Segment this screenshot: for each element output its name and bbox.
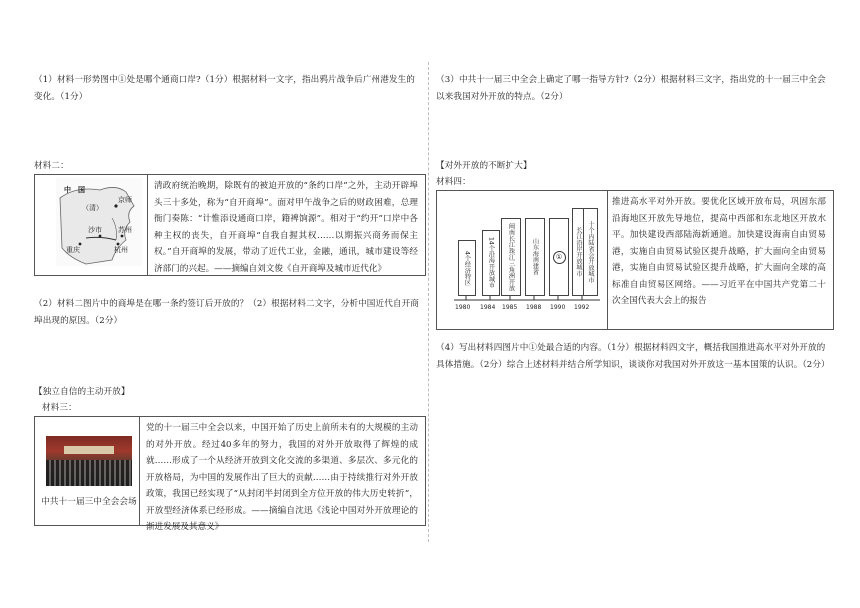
timeline-box-1992b: 十个内陆省会开放城市 [583,208,598,296]
timeline-box-1980: 4个经济特区 [458,240,476,296]
material-2-divider [147,175,148,275]
opening-timeline [452,202,602,322]
map-title: 中 国 [64,186,85,194]
meeting-photo [46,436,132,486]
question-4: （4）写出材料四图片中①处最合适的内容。（1分）根据材料四文字，概括我国推进高水平对外开放的具体措施。（2分）综合上述材料并结合所学知识，谈谈你对我国对外开放这一基本国策的认识。（2分） [436,343,830,370]
column-divider [428,62,429,542]
year-1980: 1980 [455,304,471,311]
section-heading-3: 【对外开放的不断扩大】 [436,161,532,171]
question-3: （3）中共十一届三中全会上确定了哪一指导方针?（2分）根据材料三文字，指出党的十一届三中全会以来我国对外开放的特点。（2分） [436,75,826,102]
material-4-text: 推进高水平对外开放。要优化区域开放布局，巩固东部沿海地区开放先导地位，提高中西部和东北地区开放水平。加快建设西部陆海新通道。加快建设海南自由贸易港，实施自由贸易试验区提升战略，扩大面向全由贸易港，实施自由贸易试验区提升战略，扩大面向全球的高标准自由贸易区网络。——习近平在中国共产党第二十次全国代表大会上的报告 [612,197,826,306]
timeline-box-1988: 山东海南建省 [525,218,545,296]
photo-stage [64,446,114,454]
section-heading-2: 【独立自信的主动开放】 [34,387,130,397]
material-2-text: 清政府统治晚期，除既有的被迫开放的“条约口岸”之外，主动开辟埠头三十多处，称为“自开商埠”。面对甲午战争之后的财政困难，总理衙门奏陈：“计惟添设通商口岸，籍裨饷源”。相对于“约开”口岸中各种主权的丧失，自开商埠“自我自握其权……以期振兴商务而保主权。”自开商埠的发展，带动了近代工业，金融，通讯，城市建设等经济部门的兴起。——摘编自刘文俊《自开商埠及城市近代化》 [154,181,418,274]
year-1985: 1985 [502,304,518,311]
map-qing-label: （清） [82,204,103,212]
question-2: （2）材料二图片中的商埠是在哪一条约签订后开放的？（2）根据材料二文字，分析中国近代自开商埠出现的原因。（2分） [34,299,419,326]
china-map [56,178,142,266]
placeholder-circle-icon: ① [553,251,566,264]
material-3-divider [139,417,140,525]
photo-audience [46,460,132,486]
map-city-hangzhou: 杭州 [114,246,128,254]
map-city-suzhou: 苏州 [118,226,132,234]
timeline-box-1990 [549,218,569,296]
map-city-jingshi: 京师 [118,196,132,204]
question-1: （1）材料一形势图中①处是哪个通商口岸?（1分）根据材料一文字，指出鸦片战争后广州港发生的变化。（1分） [34,75,415,102]
material-2-label: 材料二： [34,161,69,171]
year-1990: 1990 [550,304,566,311]
material-3-text: 党的十一届三中全会以来，中国开始了历史上前所未有的大规模的主动的对外开放。经过40多年的努力，我国的对外开放取得了辉煌的成就……形成了一个从经济开放到文化交流的多渠道、多层次、多元化的开放格局，为中国的发展作出了巨大的贡献……由于持续推行对外开放政策，我国已经实现了“从封闭半封闭到全方位开放的伟大历史转折”，开放型经济体系已经形成。——摘编自沈迅《浅论中国对外开放理论的渐进发展及其意义》 [146,423,418,532]
year-1984: 1984 [480,304,496,311]
map-city-chongqing: 重庆 [66,246,80,254]
timeline-box-1984: 14个沿海开放城市 [482,230,500,296]
year-1988: 1988 [526,304,542,311]
map-city-shashi: 沙市 [88,226,102,234]
timeline-box-1992a: 长江沿岸开放城市 [572,208,585,296]
timeline-box-1985: 闽南长江珠江三角洲开放 [501,218,521,296]
material-3-label: 材料三： [42,403,77,413]
photo-caption: 中共十一届三中全会会场 [41,497,137,507]
material-4-label: 材料四： [436,177,471,187]
year-1992: 1992 [574,304,590,311]
material-4-divider [607,191,608,329]
